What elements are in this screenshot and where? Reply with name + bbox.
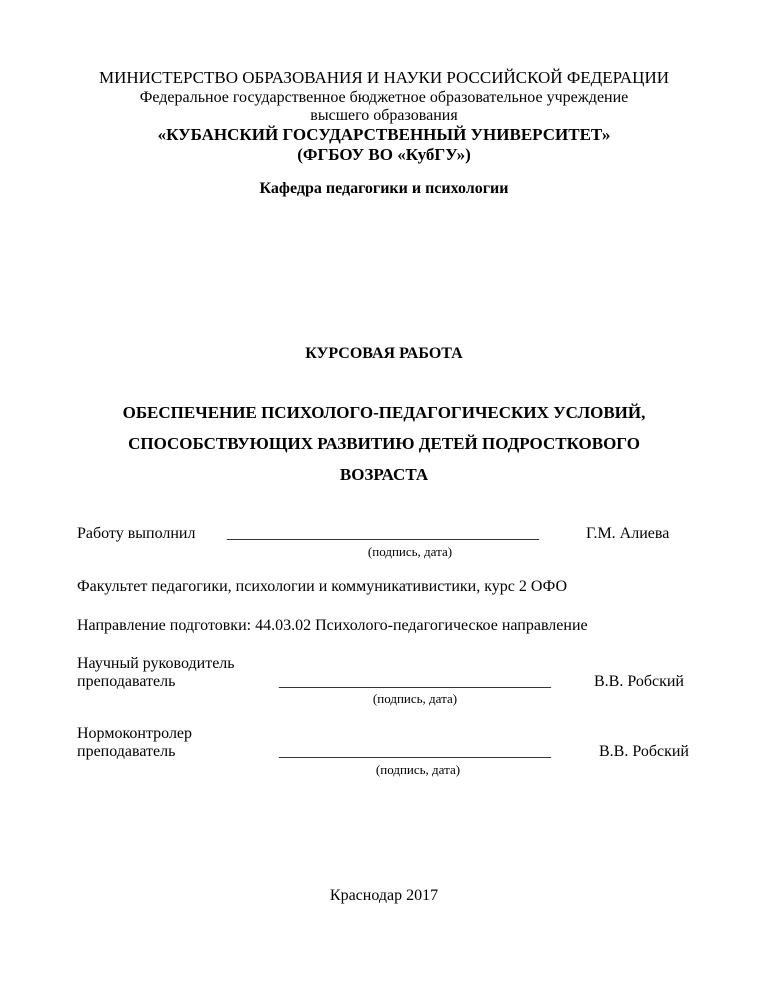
university-name: «КУБАНСКИЙ ГОСУДАРСТВЕННЫЙ УНИВЕРСИТЕТ» (157, 125, 611, 144)
normcontroller-signature-line: __________________________________ (279, 743, 551, 760)
author-name: Г.М. Алиева (586, 525, 670, 542)
work-title-line3: ВОЗРАСТА (339, 465, 429, 484)
city-year: Краснодар 2017 (329, 887, 439, 904)
supervisor-signature-line: __________________________________ (279, 673, 551, 690)
author-label: Работу выполнил (77, 525, 196, 542)
supervisor-name: В.В. Робский (594, 673, 684, 690)
normcontroller-label-line2: преподаватель (77, 743, 176, 760)
normcontroller-name: В.В. Робский (599, 743, 689, 760)
university-abbreviation: (ФГБОУ ВО «КубГУ») (297, 145, 471, 164)
work-type: КУРСОВАЯ РАБОТА (305, 345, 463, 362)
supervisor-signature-caption: (подпись, дата) (372, 691, 458, 706)
normcontroller-signature-caption: (подпись, дата) (375, 762, 461, 777)
supervisor-label-line2: преподаватель (77, 673, 176, 690)
supervisor-label-line1: Научный руководитель (77, 655, 235, 672)
author-signature-line: _______________________________________ (227, 525, 539, 542)
work-title-line2: СПОСОБСТВУЮЩИХ РАЗВИТИЮ ДЕТЕЙ ПОДРОСТКОВОГО (128, 434, 640, 453)
direction-line: Направление подготовки: 44.03.02 Психолого-педагогическое направление (77, 617, 588, 634)
ministry-heading: МИНИСТЕРСТВО ОБРАЗОВАНИЯ И НАУКИ РОССИЙСКОЙ ФЕДЕРАЦИИ (98, 68, 670, 87)
institution-type-line2: высшего образования (310, 107, 458, 124)
faculty-line: Факультет педагогики, психологии и коммуникативистики, курс 2 ОФО (77, 578, 568, 595)
department-name: Кафедра педагогики и психологии (259, 180, 509, 197)
work-title-line1: ОБЕСПЕЧЕНИЕ ПСИХОЛОГО-ПЕДАГОГИЧЕСКИХ УСЛОВИЙ, (122, 403, 646, 422)
normcontroller-label-line1: Нормоконтролер (77, 725, 193, 742)
institution-type-line1: Федеральное государственное бюджетное образовательное учреждение (139, 89, 629, 106)
author-signature-caption: (подпись, дата) (367, 544, 453, 559)
